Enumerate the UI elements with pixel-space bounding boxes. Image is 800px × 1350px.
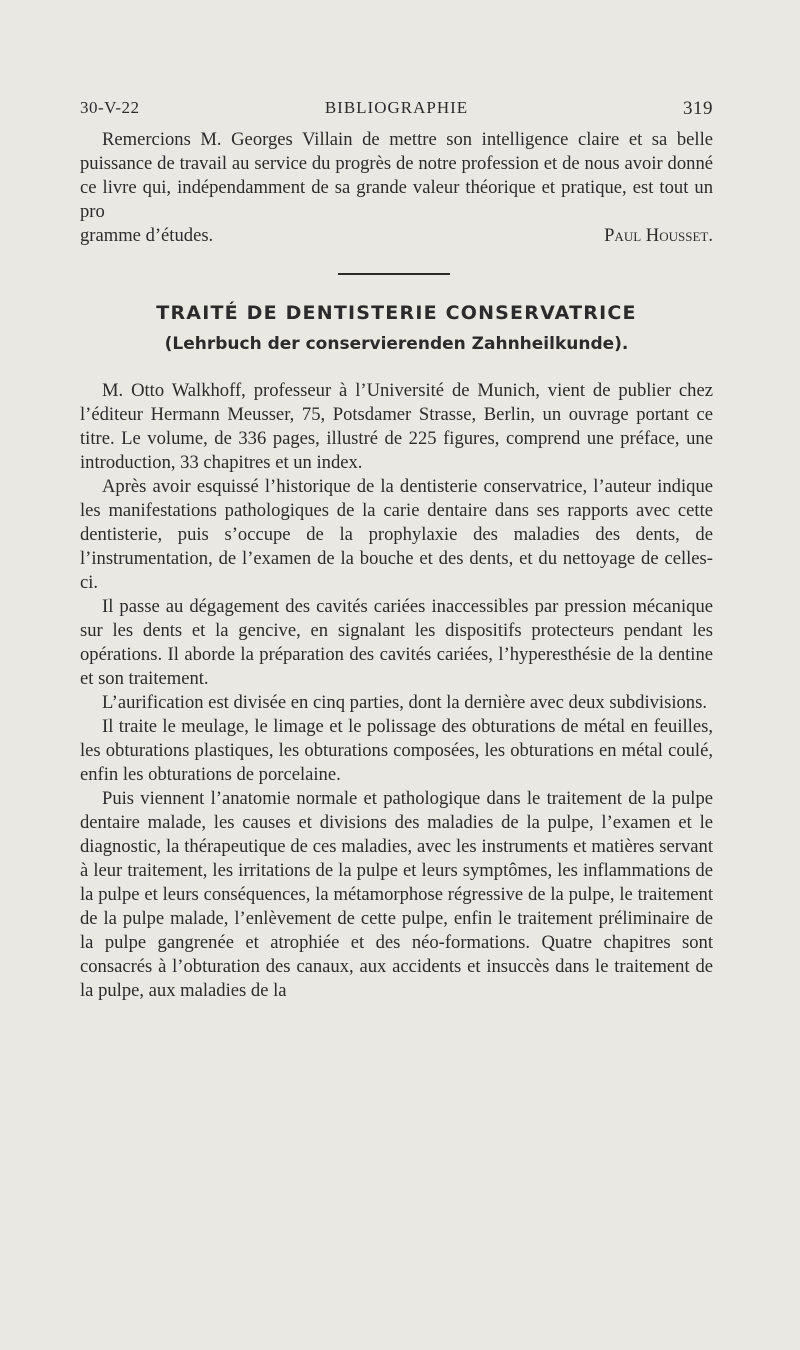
book-page [80, 98, 713, 1003]
article-body [80, 379, 713, 1003]
signature-line [80, 224, 713, 248]
article-paragraph: Après avoir esquissé l’historique de la dentisterie conservatrice, l’auteur indique les manifestations pathologiques de la carie dentaire dans ses rapports avec cette dentisterie, puis s’occupe de la prophylaxie des maladies des dents, de l’instrumentation, de l’examen de la bouche et des dents, et du nettoyage de celles-ci. [80, 476, 713, 593]
article-title: TRAITÉ DE DENTISTERIE CONSERVATRICE [156, 302, 637, 324]
article-subtitle: (Lehrbuch der conservierenden Zahnheilkunde). [164, 334, 629, 354]
page-number: 319 [683, 98, 713, 119]
previous-review-last-line: gramme d’études. [80, 225, 214, 246]
article-paragraph: Il traite le meulage, le limage et le polissage des obturations de métal en feuilles, les obturations plastiques, les obturations composées, les obturations en métal coulé, enfin les obturations de porcelaine. [80, 716, 713, 785]
review-signature: Paul Housset. [604, 225, 713, 246]
article-paragraph: Il passe au dégagement des cavités cariées inaccessibles par pression mécanique sur les dents et la gencive, en signalant les dispositifs protecteurs pendant les opérations. Il aborde la préparation des cavités cariées, l’hyperesthésie de la dentine et son traitement. [80, 596, 713, 689]
article-paragraph: M. Otto Walkhoff, professeur à l’Université de Munich, vient de publier chez l’éditeur Hermann Meusser, 75, Potsdamer Strasse, Berlin, un ouvrage portant ce titre. Le volume, de 336 pages, illustré de 225 figures, comprend une préface, une introduction, 33 chapitres et un index. [80, 380, 713, 473]
header-section-title: BIBLIOGRAPHIE [324, 98, 469, 117]
article-paragraph: Puis viennent l’anatomie normale et pathologique dans le traitement de la pulpe dentaire malade, les causes et divisions des maladies de la pulpe, l’examen et le diagnostic, la thérapeutique de ces maladies, avec les instruments et matières servant à leur traitement, les irritations de la pulpe et leurs symptômes, les inflammations de la pulpe et leurs conséquences, la métamorphose régressive de la pulpe, le traitement de la pulpe malade, l’enlèvement de cette pulpe, enfin le traitement préliminaire de la pulpe gangrenée et atrophiée et des néo-formations. Quatre chapitres sont consacrés à l’obturation des canaux, aux accidents et insuccès dans le traitement de la pulpe, aux maladies de la [80, 788, 713, 1001]
running-header [80, 98, 713, 128]
previous-review [80, 128, 713, 248]
section-divider [338, 273, 450, 275]
header-date: 30-V-22 [80, 98, 140, 117]
previous-review-paragraph: Remercions M. Georges Villain de mettre son intelligence claire et sa belle puissance de travail au service du progrès de notre profession et de nous avoir donné ce livre qui, indépendamment de sa grande valeur théorique et pratique, est tout un pro [80, 129, 713, 222]
article-paragraph: L’aurification est divisée en cinq parties, dont la dernière avec deux subdivisions. [102, 692, 707, 713]
